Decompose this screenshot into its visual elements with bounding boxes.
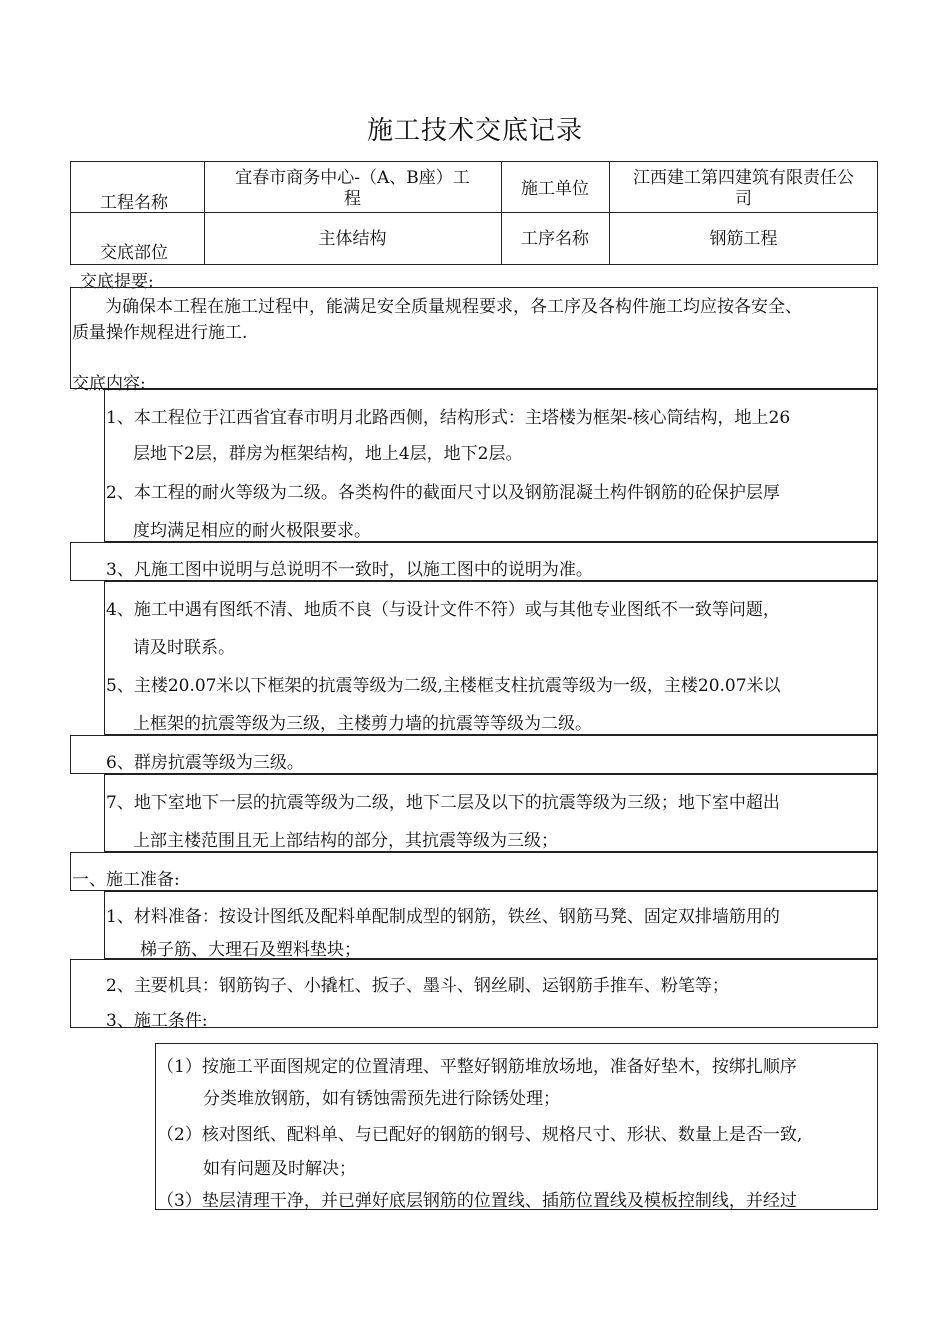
prep-tools: 2、主要机具：钢筋钩子、小撬杠、扳子、墨斗、钢丝刷、运钢筋手推车、粉笔等； xyxy=(106,976,729,996)
page-title: 施工技术交底记录 xyxy=(366,116,583,146)
project-name-value-line1: 宜春市商务中心-（A、B座）工 xyxy=(235,168,470,188)
construction-unit-label: 施工单位 xyxy=(521,179,589,199)
condition-2-line1: （2）核对图纸、配料单、与已配好的钢筋的钢号、规格尺寸、形状、数量上是否一致, xyxy=(157,1125,803,1145)
content-heading: 交底内容: xyxy=(72,374,146,394)
content-item-4-line2: 请及时联系。 xyxy=(133,638,235,658)
content-item-7-line2: 上部主楼范围且无上部结构的部分，其抗震等级为三级； xyxy=(133,831,558,851)
content-item-7-line1: 7、地下室地下一层的抗震等级为二级，地下二层及以下的抗震等级为三级；地下室中超出 xyxy=(106,793,780,813)
header-col-divider-2 xyxy=(501,161,502,265)
condition-2-line2: 如有问题及时解决； xyxy=(203,1159,356,1179)
condition-3-line1: （3）垫层清理干净，并已弹好底层钢筋的位置线、插筋位置线及模板控制线，并经过 xyxy=(157,1191,797,1211)
content-item-5-line1: 5、主楼20.07米以下框架的抗震等级为二级,主楼框支柱抗震等级为一级，主楼20.07米以 xyxy=(106,676,781,696)
content-item-1-line1: 1、本工程位于江西省宜春市明月北路西侧，结构形式：主塔楼为框架-核心筒结构，地上26 xyxy=(106,408,791,428)
condition-1-line1: （1）按施工平面图规定的位置清理、平整好钢筋堆放场地，准备好垫木，按绑扎顺序 xyxy=(157,1057,797,1077)
project-name-value-line2: 程 xyxy=(344,189,361,209)
summary-line-1: 为确保本工程在施工过程中，能满足安全质量规程要求，各工序及各构件施工均应按各安全、 xyxy=(105,297,802,317)
project-name-label: 工程名称 xyxy=(100,193,168,213)
prep-heading: 一、施工准备: xyxy=(72,870,180,890)
content-item-2-line1: 2、本工程的耐火等级为二级。各类构件的截面尺寸以及钢筋混凝土构件钢筋的砼保护层厚 xyxy=(106,483,780,503)
header-row-divider xyxy=(70,212,878,213)
content-item-4-line1: 4、施工中遇有图纸不清、地质不良（与设计文件不符）或与其他专业图纸不一致等问题， xyxy=(106,600,780,620)
process-name-value: 钢筋工程 xyxy=(709,229,778,249)
handover-part-label: 交底部位 xyxy=(100,243,168,263)
prep-conditions-heading: 3、施工条件: xyxy=(106,1011,208,1031)
process-name-label: 工序名称 xyxy=(521,229,589,249)
handover-part-value: 主体结构 xyxy=(318,229,387,249)
construction-unit-value-line1: 江西建工第四建筑有限责任公 xyxy=(633,168,854,188)
content-item-1-line2: 层地下2层，群房为框架结构，地上4层，地下2层。 xyxy=(133,444,523,464)
content-item-6: 6、群房抗震等级为三级。 xyxy=(106,753,304,773)
content-item-5-line2: 上框架的抗震等级为三级，主楼剪力墙的抗震等等级为二级。 xyxy=(133,714,592,734)
content-item-3: 3、凡施工图中说明与总说明不一致时，以施工图中的说明为准。 xyxy=(106,560,593,580)
summary-heading: 交底提要: xyxy=(80,272,154,292)
condition-1-line2: 分类堆放钢筋，如有锈蚀需预先进行除锈处理； xyxy=(203,1089,560,1109)
construction-unit-value-line2: 司 xyxy=(735,189,752,209)
summary-line-2: 质量操作规程进行施工. xyxy=(72,323,248,343)
header-col-divider-1 xyxy=(204,161,205,265)
prep-material-line2: 梯子筋、大理石及塑料垫块； xyxy=(140,940,361,960)
prep-heading-box xyxy=(70,852,878,891)
prep-material-line1: 1、材料准备：按设计图纸及配料单配制成型的钢筋，铁丝、钢筋马凳、固定双排墙筋用的 xyxy=(106,907,780,927)
content-item-2-line2: 度均满足相应的耐火极限要求。 xyxy=(133,521,371,541)
